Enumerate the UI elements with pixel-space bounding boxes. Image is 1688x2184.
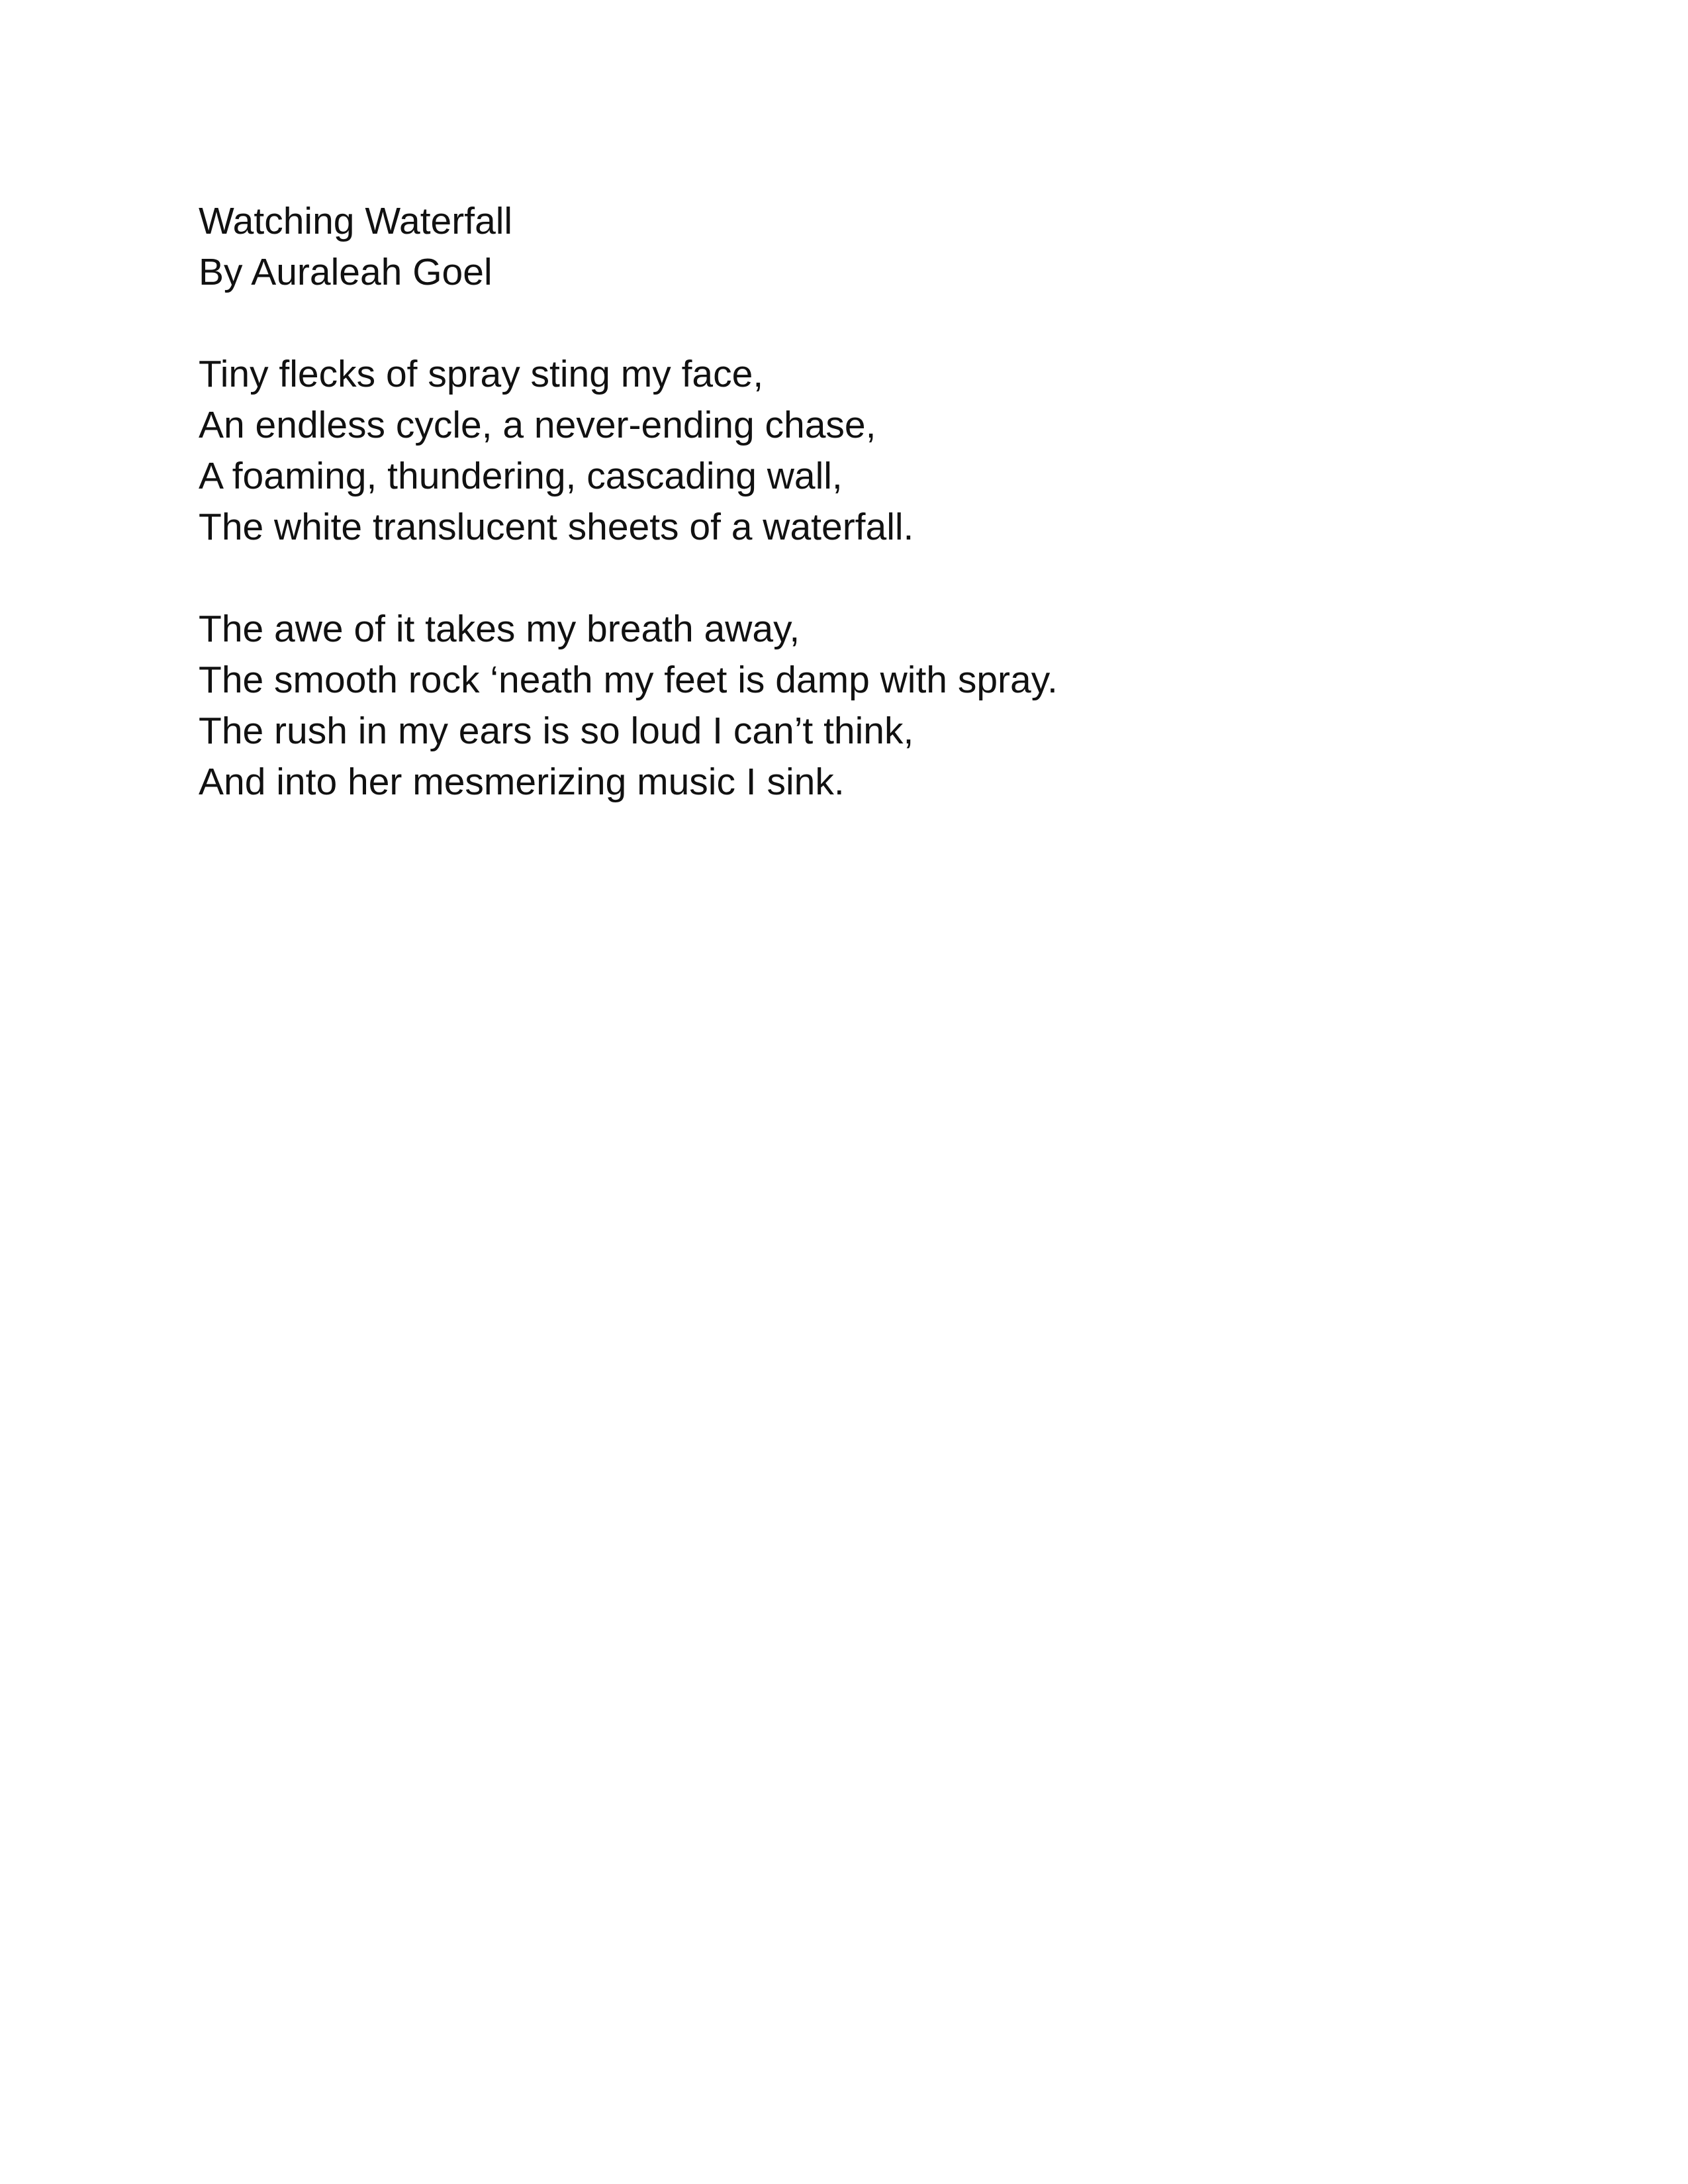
poem-line: The white translucent sheets of a waterfall. — [199, 506, 914, 548]
stanza-2 — [199, 604, 1523, 808]
poem-line: And into her mesmerizing music I sink. — [199, 761, 845, 803]
stanza-break — [199, 298, 1523, 349]
poem-line: The smooth rock ‘neath my feet is damp with spray. — [199, 659, 1058, 701]
poem-line: An endless cycle, a never-ending chase, — [199, 404, 876, 446]
poem-author: By Auraleah Goel — [199, 251, 492, 293]
stanza-1 — [199, 349, 1523, 553]
poem-body — [199, 196, 1523, 808]
poem-title: Watching Waterfall — [199, 200, 513, 242]
poem-line: The awe of it takes my breath away, — [199, 608, 800, 650]
poem-line: The rush in my ears is so loud I can’t think, — [199, 710, 914, 752]
stanza-break — [199, 553, 1523, 604]
poem-line: A foaming, thundering, cascading wall, — [199, 455, 843, 497]
poem-line: Tiny flecks of spray sting my face, — [199, 353, 764, 395]
